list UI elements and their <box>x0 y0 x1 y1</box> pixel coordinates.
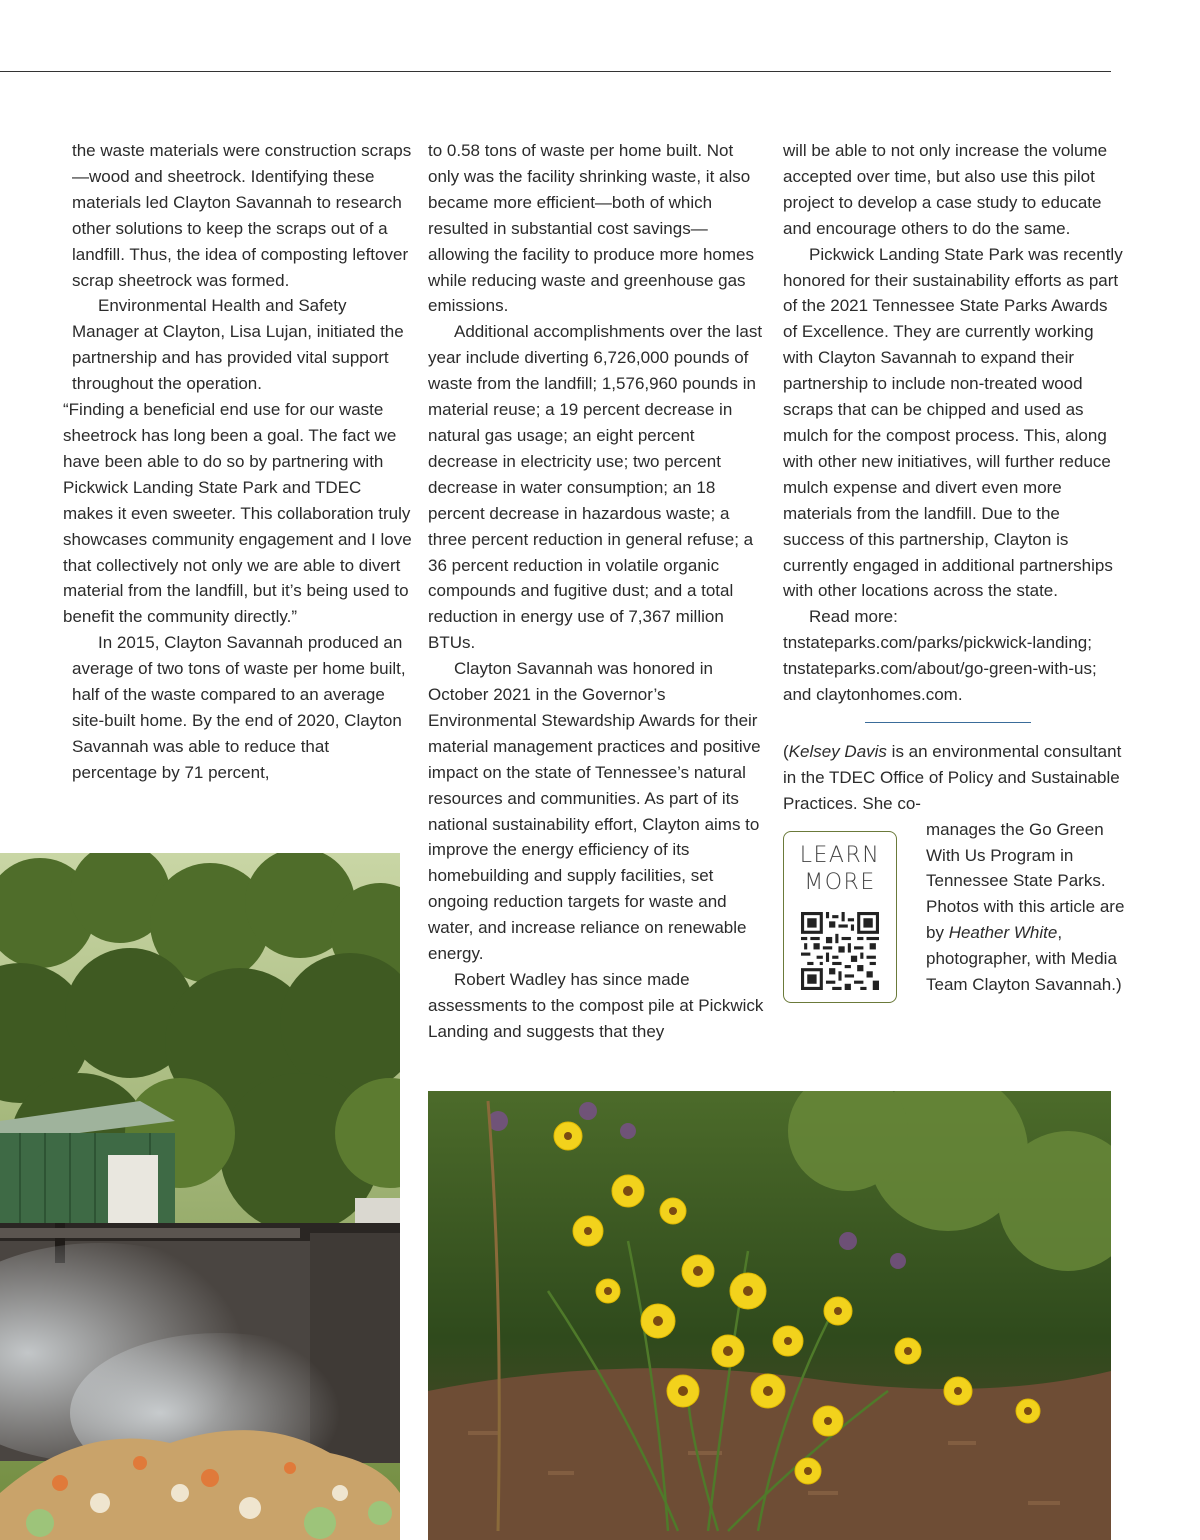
author-bio-intro: (Kelsey Davis is an environmental consultant in the TDEC Office of Policy and Sustainable Practices. She co- <box>783 741 1122 813</box>
top-rule <box>0 71 1111 72</box>
paragraph: In 2015, Clayton Savannah produced an average of two tons of waste per home built, half of the waste compared to an average site-built home. By the end of 2020, Clayton Savannah was able to reduce that percentage by 71 percent, <box>72 633 406 782</box>
article-column-1 <box>63 138 412 786</box>
paragraph: Robert Wadley has since made assessments to the compost pile at Pickwick Landing and suggests that they <box>428 970 764 1041</box>
learn-more-label: LEARN MORE <box>799 842 881 895</box>
article-column-3 <box>783 138 1123 1027</box>
read-more-paragraph: Read more: tnstateparks.com/parks/pickwick-landing; tnstateparks.com/about/go-green-with-us; and claytonhomes.com. <box>783 607 1097 705</box>
compost-pile-photo <box>0 853 400 1540</box>
bio-divider <box>865 722 1031 723</box>
flowers-photo-illustration <box>428 1091 1111 1540</box>
paragraph: Clayton Savannah was honored in October 2021 in the Governor’s Environmental Stewardship Awards for their material management practices and positive impact on the state of Tennessee’s natural resources and communities. As part of its national sustainability effort, Clayton aims to improve the energy efficiency of its homebuilding and supply facilities, set ongoing reduction targets for waste and water, and increase reliance on renewable energy. <box>428 659 761 964</box>
author-bio-continued: manages the Go Green With Us Program in Tennessee State Parks. Photos with this article are by Heather White, photographer, with Media Team Clayton Savannah.) <box>926 819 1125 995</box>
compost-photo-illustration <box>0 853 400 1540</box>
paragraph: Pickwick Landing State Park was recently honored for their sustainability efforts as part of the 2021 Tennessee State Parks Awards of Excellence. They are currently working with Clayton Savannah to expand their partnership to include non-treated wood scraps that can be chipped and used as mulch for the compost process. This, along with other new initiatives, will further reduce mulch expense and divert even more materials from the landfill. Due to the success of this partnership, Clayton is currently engaged in additional partnerships with other locations across the state. <box>783 244 1123 601</box>
author-name: Kelsey Davis <box>788 741 887 761</box>
qr-code-icon[interactable] <box>801 912 879 990</box>
yellow-flowers-photo <box>428 1091 1111 1540</box>
learn-more-box[interactable] <box>783 831 897 1003</box>
author-bio-block <box>783 817 1123 1027</box>
paragraph: Environmental Health and Safety Manager at Clayton, Lisa Lujan, initiated the partnership and has provided vital support throughout the operation. <box>72 296 404 394</box>
paragraph: will be able to not only increase the volume accepted over time, but also use this pilot project to develop a case study to educate and encourage others to do the same. <box>783 141 1108 238</box>
paragraph: the waste materials were construction scraps—wood and sheetrock. Identifying these materials led Clayton Savannah to research other solutions to keep the scraps out of a landfill. Thus, the idea of composting leftover scrap sheetrock was formed. <box>72 141 412 290</box>
quote-paragraph: “Finding a beneficial end use for our waste sheetrock has long been a goal. The fact we have been able to do so by partnering with Pickwick Landing State Park and TDEC makes it even sweeter. This collaboration truly showcases community engagement and I love that collectively not only we are able to divert material from the landfill, but it’s being used to benefit the community directly.” <box>63 400 412 627</box>
paragraph: to 0.58 tons of waste per home built. Not only was the facility shrinking waste, it also became more efficient—both of which resulted in substantial cost savings—allowing the facility to produce more homes while reducing waste and greenhouse gas emissions. <box>428 141 754 316</box>
article-column-2 <box>428 138 768 1045</box>
paragraph: Additional accomplishments over the last year include diverting 6,726,000 pounds of waste from the landfill; 1,576,960 pounds in material reuse; a 19 percent decrease in natural gas usage; an eight percent decrease in electricity use; two percent decrease in water consumption; an 18 percent decrease in hazardous waste; a three percent reduction in general refuse; a 36 percent reduction in volatile organic compounds and fugitive dust; and a total reduction in energy use of 7,367 million BTUs. <box>428 322 763 653</box>
photographer-name: Heather White <box>948 923 1058 943</box>
